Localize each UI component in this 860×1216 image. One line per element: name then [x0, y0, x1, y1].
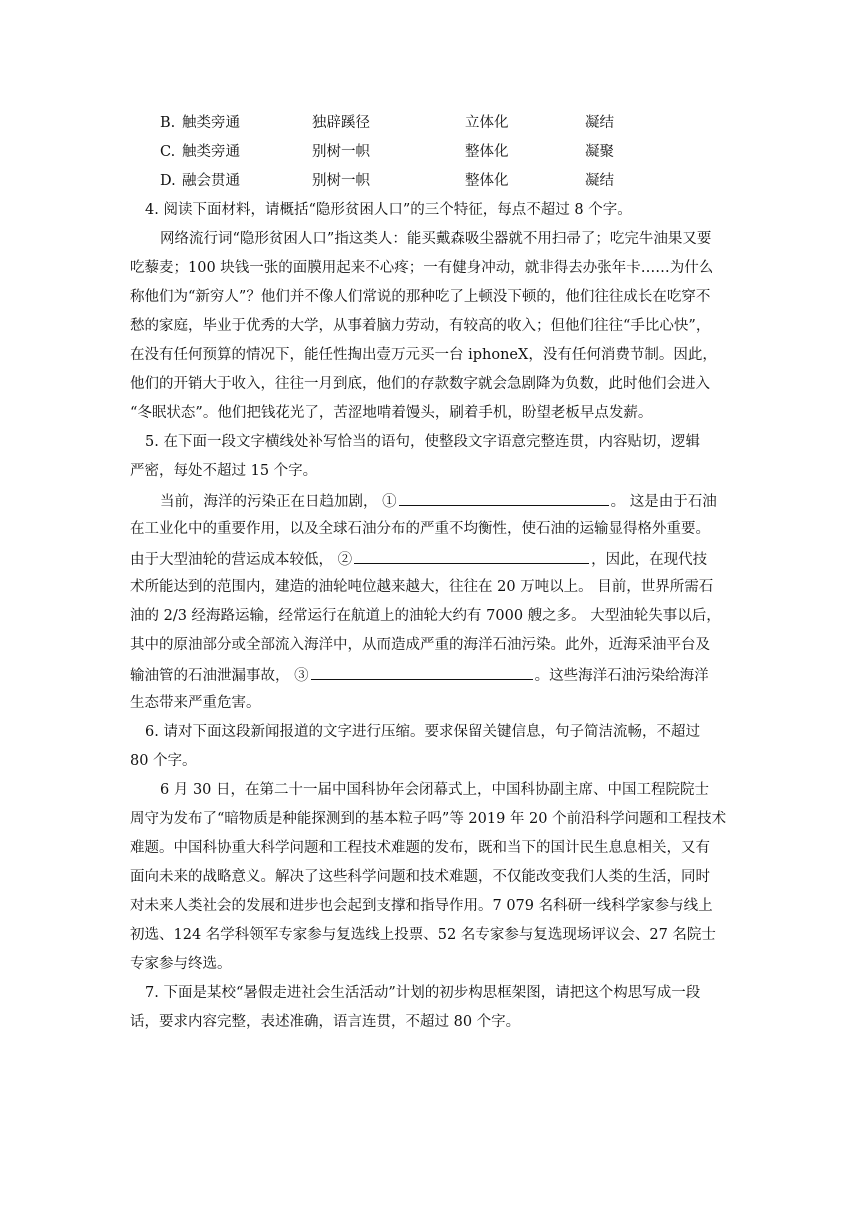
q6-news-line: 初选、124 名学科领军专家参与复选线上投票、52 名专家参与复选现场评议会、27 名院士: [130, 927, 716, 943]
q4-material-line: 网络流行词“隐形贫困人口”指这类人：能买戴森吸尘器就不用扫帚了；吃完牛油果又要: [160, 231, 712, 247]
question-7-prompt-cont: 话，要求内容完整，表述准确，语言连贯，不超过 80 个字。: [130, 1014, 521, 1030]
q6-news-line: 6 月 30 日，在第二十一届中国科协年会闭幕式上，中国科协副主席、中国工程院院士: [160, 782, 710, 798]
q5-passage-line: 术所能达到的范围内，建造的油轮吨位越来越大，往往在 20 万吨以上。 目前，世界所需石: [130, 579, 714, 595]
option-word-1: 触类旁通: [182, 115, 240, 131]
option-letter: C.: [160, 144, 176, 160]
passage-text: ，因此，在现代技: [591, 552, 708, 568]
passage-text: 由于大型油轮的营运成本较低，: [130, 552, 333, 568]
q6-news-line: 难题。中国科协重大科学问题和工程技术难题的发布，既和当下的国计民生息息相关，又有: [130, 840, 710, 856]
q5-passage-line: [130, 548, 730, 570]
answer-blank-3[interactable]: [311, 664, 533, 680]
q4-material-line: 在没有任何预算的情况下，能任性掏出壹万元买一台 iphoneX，没有任何消费节制。因此，: [130, 347, 717, 363]
blank-marker-1: ①: [382, 494, 397, 510]
option-word-1: 触类旁通: [182, 144, 240, 160]
blank-marker-2: ②: [337, 552, 353, 568]
passage-text: 。 这是由于石油: [610, 494, 717, 510]
option-word-4: 凝聚: [585, 144, 614, 160]
answer-blank-2[interactable]: [354, 548, 589, 564]
question-5-prompt-cont: 严密，每处不超过 15 个字。: [130, 463, 318, 479]
q5-passage-line: [160, 490, 730, 512]
question-4-prompt: 4. 阅读下面材料，请概括“隐形贫困人口”的三个特征，每点不超过 8 个字。: [145, 202, 632, 218]
q6-news-line: 周守为发布了“暗物质是种能探测到的基本粒子吗”等 2019 年 20 个前沿科学问题和工程技术: [130, 811, 727, 827]
question-6-prompt-cont: 80 个字。: [130, 753, 197, 769]
question-7-prompt: 7. 下面是某校“暑假走进社会生活活动”计划的初步构思框架图，请把这个构思写成一段: [145, 985, 701, 1001]
q4-material-line: 称他们为“新穷人”？他们并不像人们常说的那种吃了上顿没下顿的，他们往往成长在吃穿不: [130, 289, 711, 305]
option-word-2: 独辟蹊径: [312, 115, 370, 131]
question-5-prompt: 5. 在下面一段文字横线处补写恰当的语句，使整段文字语意完整连贯，内容贴切，逻辑: [145, 434, 700, 450]
q5-passage-line: 其中的原油部分或全部流入海洋中，从而造成严重的海洋石油污染。此外，近海采油平台及: [130, 637, 710, 653]
q4-material-line: 吃藜麦；100 块钱一张的面膜用起来不心疼；一有健身冲动，就非得去办张年卡……为什么: [130, 260, 714, 276]
option-word-3: 整体化: [465, 144, 509, 160]
option-letter: B.: [160, 115, 176, 131]
passage-text: 。这些海洋石油污染给海洋: [534, 668, 709, 684]
q4-material-line: 他们的开销大于收入，往往一月到底，他们的存款数字就会急剧降为负数，此时他们会进入: [130, 376, 710, 392]
question-6-prompt: 6. 请对下面这段新闻报道的文字进行压缩。要求保留关键信息，句子简洁流畅，不超过: [145, 724, 700, 740]
blank-marker-3: ③: [294, 668, 309, 684]
option-word-2: 别树一帜: [312, 144, 370, 160]
option-word-1: 融会贯通: [182, 173, 240, 189]
q5-passage-line: 油的 2/3 经海路运输，经常运行在航道上的油轮大约有 7000 艘之多。 大型油轮失事以后，: [130, 608, 721, 624]
q4-material-line: 愁的家庭，毕业于优秀的大学，从事着脑力劳动，有较高的收入；但他们往往“手比心快”，: [130, 318, 711, 334]
option-letter: D.: [160, 173, 176, 189]
passage-text: 当前，海洋的污染正在日趋加剧，: [160, 494, 378, 510]
q6-news-line: 对未来人类社会的发展和进步也会起到支撑和指导作用。7 079 名科研一线科学家参与线上: [130, 898, 713, 914]
q6-news-line: 面向未来的战略意义。解决了这些科学问题和技术难题，不仅能改变我们人类的生活，同时: [130, 869, 710, 885]
answer-blank-1[interactable]: [399, 490, 609, 506]
passage-text: 输油管的石油泄漏事故，: [130, 668, 290, 684]
option-word-4: 凝结: [585, 115, 614, 131]
q5-passage-line: 生态带来严重危害。: [130, 695, 261, 711]
option-word-3: 立体化: [465, 115, 509, 131]
q5-passage-line: [130, 664, 730, 686]
option-word-2: 别树一帜: [312, 173, 370, 189]
option-word-3: 整体化: [465, 173, 509, 189]
q6-news-line: 专家参与终选。: [130, 956, 232, 972]
q5-passage-line: 在工业化中的重要作用，以及全球石油分布的严重不均衡性，使石油的运输显得格外重要。: [130, 521, 710, 537]
option-word-4: 凝结: [585, 173, 614, 189]
q4-material-line: “冬眠状态”。他们把钱花光了，苦涩地啃着馒头，刷着手机，盼望老板早点发薪。: [130, 405, 653, 421]
